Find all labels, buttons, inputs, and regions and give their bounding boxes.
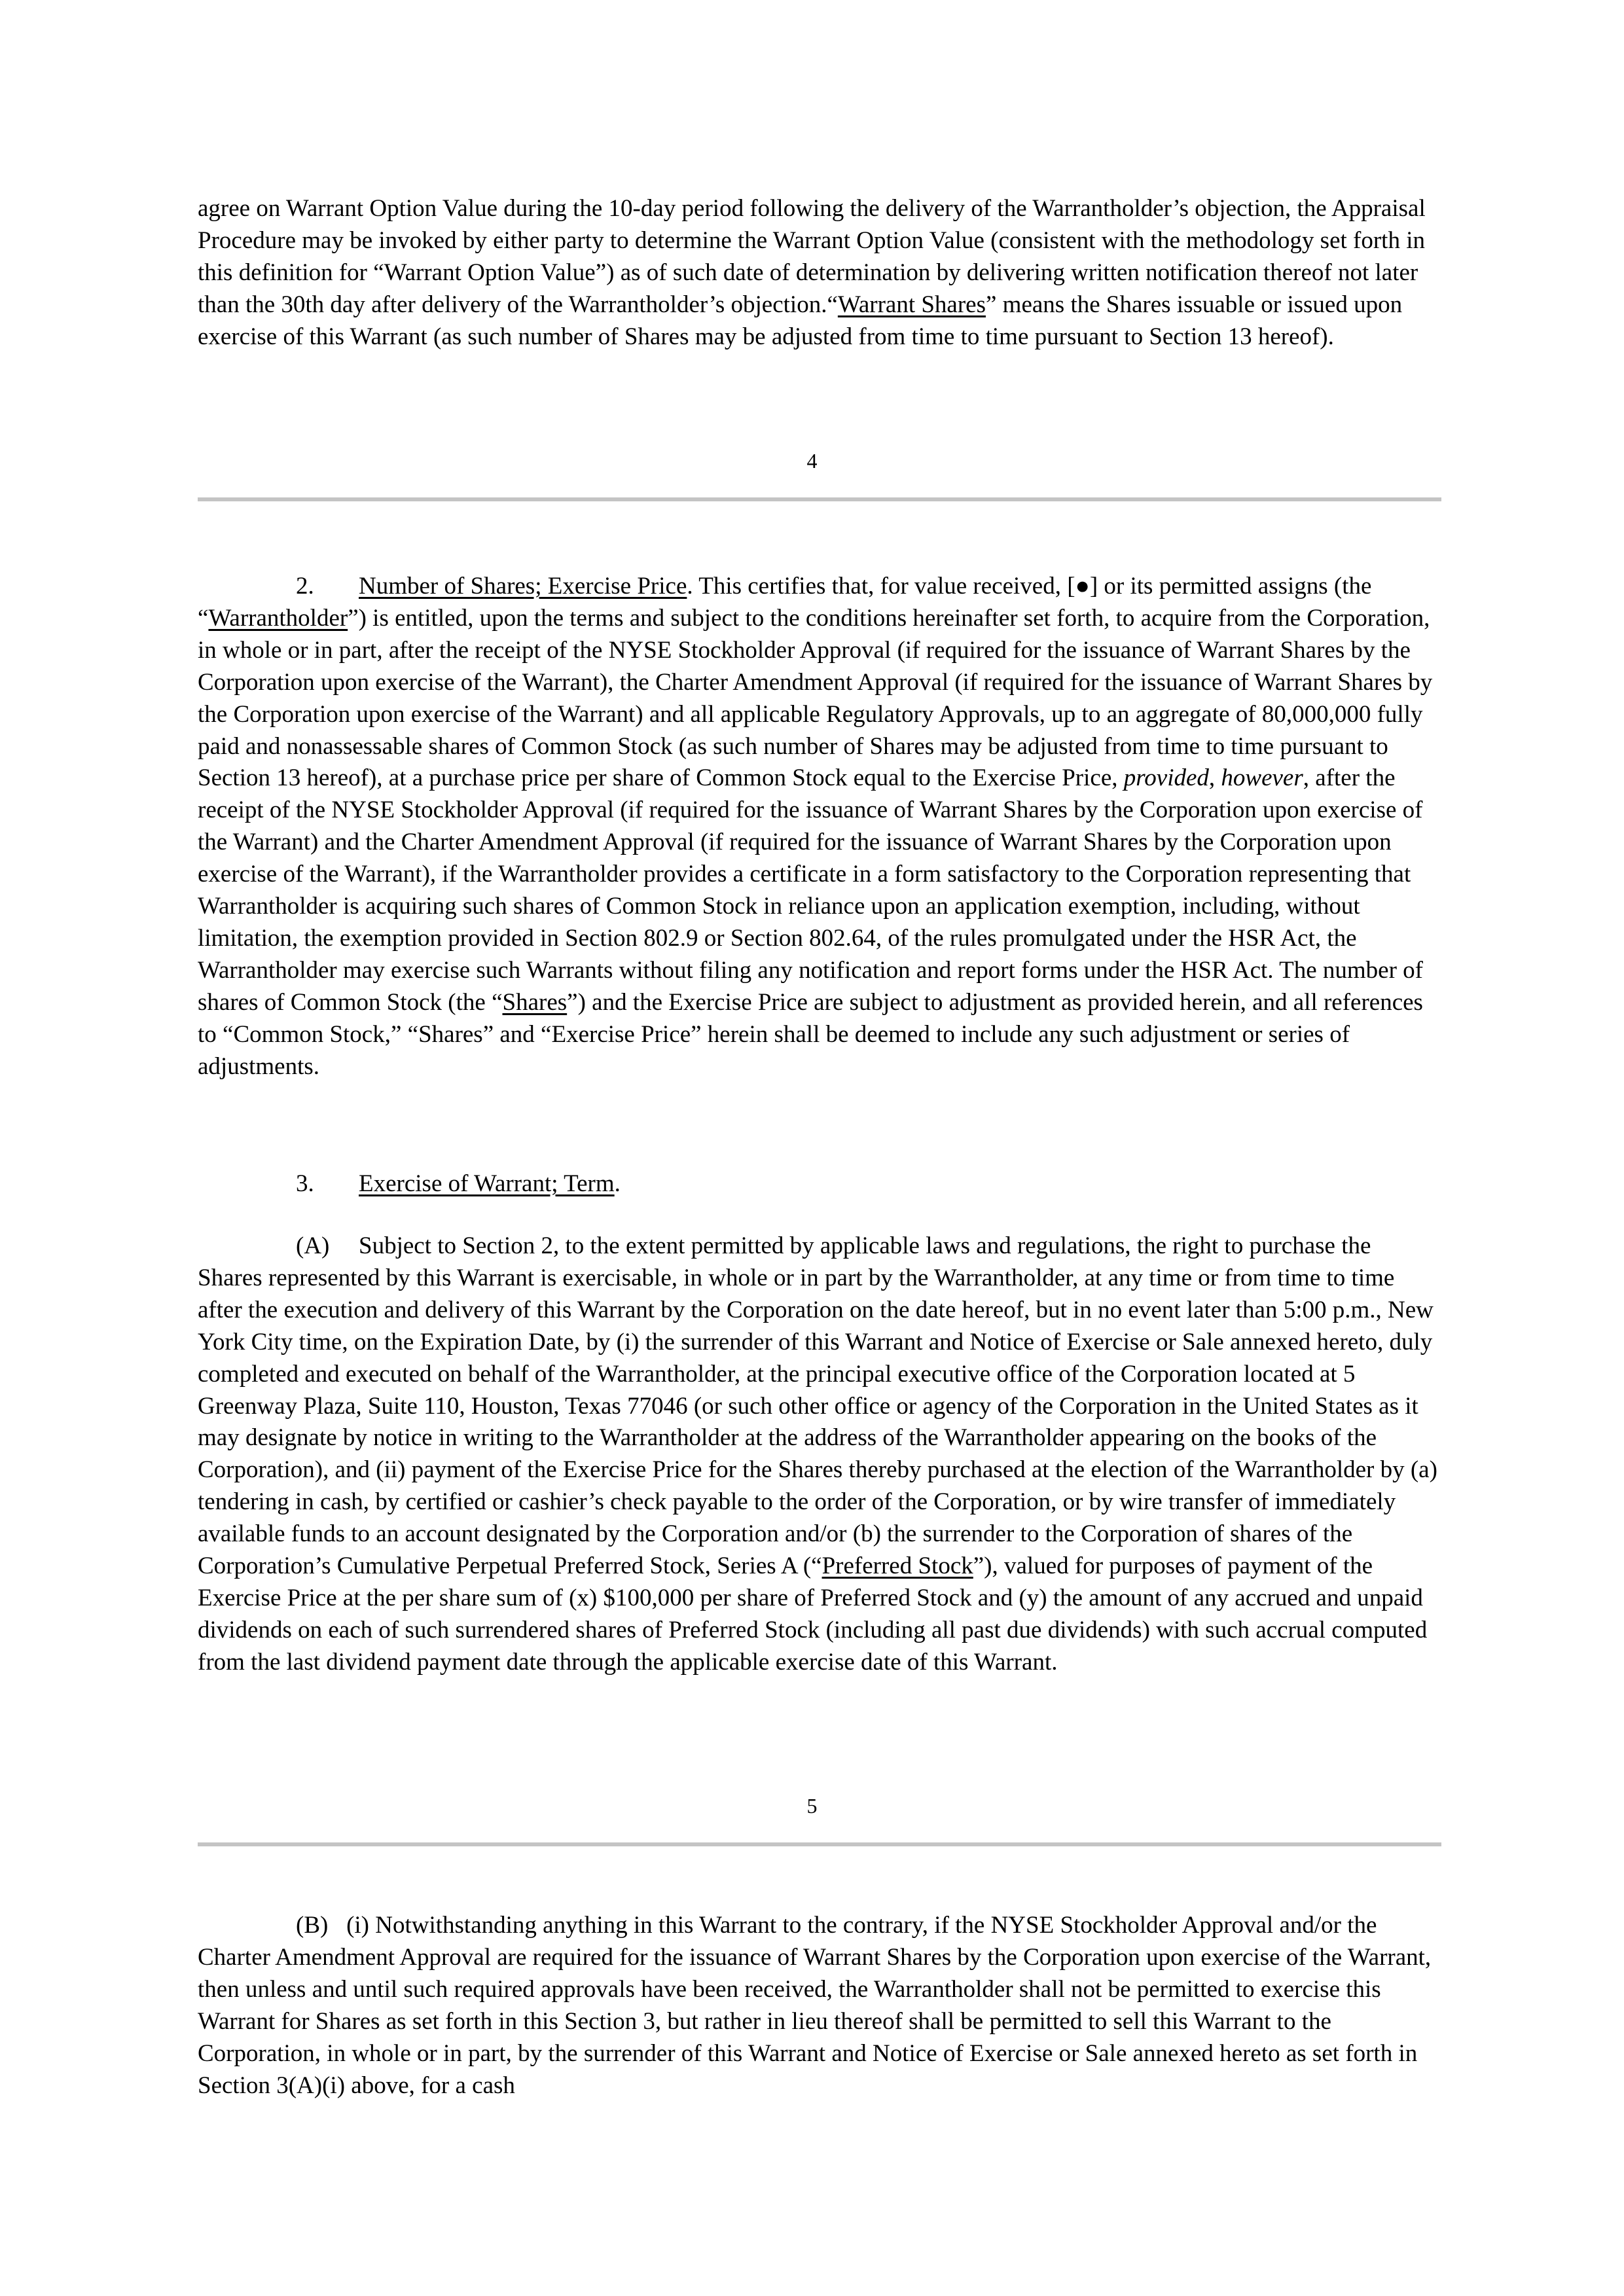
page-number: 5 [806,1794,818,1818]
section-3b-paragraph [198,1910,1441,2102]
paragraph-text: ” means the Shares issuable or issued upon exercise of this Warrant (as such number of Shares may be adjusted from time to time pursuant to Section 13 hereof). [198,291,1403,350]
section-number: 3. [296,1170,314,1197]
subsection-label: (A) [296,1232,330,1259]
italic-provided: provided [1123,764,1209,792]
defined-term-warrantholder: Warrantholder [208,604,348,632]
section-2-paragraph [198,571,1441,1083]
paragraph-text: , after the receipt of the NYSE Stockholder Approval (if required for the issuance of Warrant Shares by the Corporation upon exercise of the Warrant) and the Charter Amendment Approval (if required for the issuance of Warrant Shares by the Corporation upon exercise of the Warrant), if the Warrantholder provides a certificate in a form satisfactory to the Corporation representing that Warrantholder is acquiring such shares of Common Stock in reliance upon an application exemption, including, without limitation, the exemption provided in Section 802.9 or Section 802.64, of the rules promulgated under the HSR Act, the Warrantholder may exercise such Warrants without filing any notification and report forms under the HSR Act. The number of shares of Common Stock (the “ [198,764,1423,1016]
section-heading: Exercise of Warrant; Term [359,1170,615,1197]
section-3-heading [198,1168,1441,1200]
paragraph-warrant-option-value-cont [198,193,1441,353]
defined-term-warrant-shares: Warrant Shares [837,291,986,318]
defined-term-shares: Shares [502,988,568,1016]
paragraph-text: . This certifies that, for value received, [●] or its permitted assigns (the “ [198,573,1372,632]
paragraph-text: ”) is entitled, upon the terms and subject to the conditions hereinafter set forth, to acquire from the Corporation, in whole or in part, after the receipt of the NYSE Stockholder Approval (if required for the issuance of Warrant Shares by the Corporation upon exercise of the Warrant), the Charter Amendment Approval (if required for the issuance of Warrant Shares by the Corporation upon exercise of the Warrant) and all applicable Regulatory Approvals, up to an aggregate of 80,000,000 fully paid and nonassessable shares of Common Stock (as such number of Shares may be adjusted from time to time pursuant to Section 13 hereof), at a purchase price per share of Common Stock equal to the Exercise Price, [198,604,1433,792]
paragraph-text: ”), valued for purposes of payment of the Exercise Price at the per share sum of (x) $100,000 per share of Preferred Stock and (y) the amount of any accrued and unpaid dividends on each of such surrendered shares of Preferred Stock (including all past due dividends) with such accrual computed from the last dividend payment date through the applicable exercise date of this Warrant. [198,1552,1428,1676]
paragraph-text: Subject to Section 2, to the extent permitted by applicable laws and regulations, the right to purchase the Shares represented by this Warrant is exercisable, in whole or in part by the Warrantholder, at any time or from time to time after the execution and delivery of this Warrant by the Corporation on the date hereof, but in no event later than 5:00 p.m., New York City time, on the Expiration Date, by (i) the surrender of this Warrant and Notice of Exercise or Sale annexed hereto, duly completed and executed on behalf of the Warrantholder, at the principal executive office of the Corporation located at 5 Greenway Plaza, Suite 110, Houston, Texas 77046 (or such other office or agency of the Corporation in the United States as it may designate by notice in writing to the Warrantholder at the address of the Warrantholder appearing on the books of the Corporation), and (ii) payment of the Exercise Price for the Shares thereby purchased at the election of the Warrantholder by (a) tendering in cash, by certified or cashier’s check payable to the order of the Corporation, or by wire transfer of immediately available funds to an account designated by the Corporation and/or (b) the surrender to the Corporation of shares of the Corporation’s Cumulative Perpetual Preferred Stock, Series A (“ [198,1232,1437,1580]
section-heading: Number of Shares; Exercise Price [359,573,687,600]
paragraph-text: (i) Notwithstanding anything in this Warrant to the contrary, if the NYSE Stockholder Approval and/or the Charter Amendment Approval are required for the issuance of Warrant Shares by the Corporation upon exercise of the Warrant, then unless and until such required approvals have been received, the Warrantholder shall not be permitted to exercise this Warrant for Shares as set forth in this Section 3, but rather in lieu thereof shall be permitted to sell this Warrant to the Corporation, in whole or in part, by the surrender of this Warrant and Notice of Exercise or Sale annexed hereto as set forth in Section 3(A)(i) above, for a cash [198,1912,1432,2099]
section-3a-paragraph [198,1230,1441,1679]
page-divider [198,1842,1441,1846]
paragraph-text: ”) and the Exercise Price are subject to adjustment as provided herein, and all references to “Common Stock,” “Shares” and “Exercise Price” herein shall be deemed to include any such adjustment or series of adjustments. [198,988,1423,1080]
defined-term-preferred-stock: Preferred Stock [821,1552,973,1580]
section-number: 2. [296,573,314,600]
paragraph-text: , [1208,764,1221,792]
page-number: 4 [806,449,818,473]
heading-punctuation: . [614,1170,621,1197]
italic-however: however [1221,764,1303,792]
paragraph-text: agree on Warrant Option Value during the 10-day period following the delivery of the Warrantholder’s objection, the Appraisal Procedure may be invoked by either party to determine the Warrant Option Value (consistent with the methodology set forth in this definition for “Warrant Option Value”) as of such date of determination by delivering written notification thereof not later than the 30th day after delivery of the Warrantholder’s objection.“ [198,195,1426,318]
page-divider [198,497,1441,501]
subsection-label: (B) [296,1912,329,1939]
